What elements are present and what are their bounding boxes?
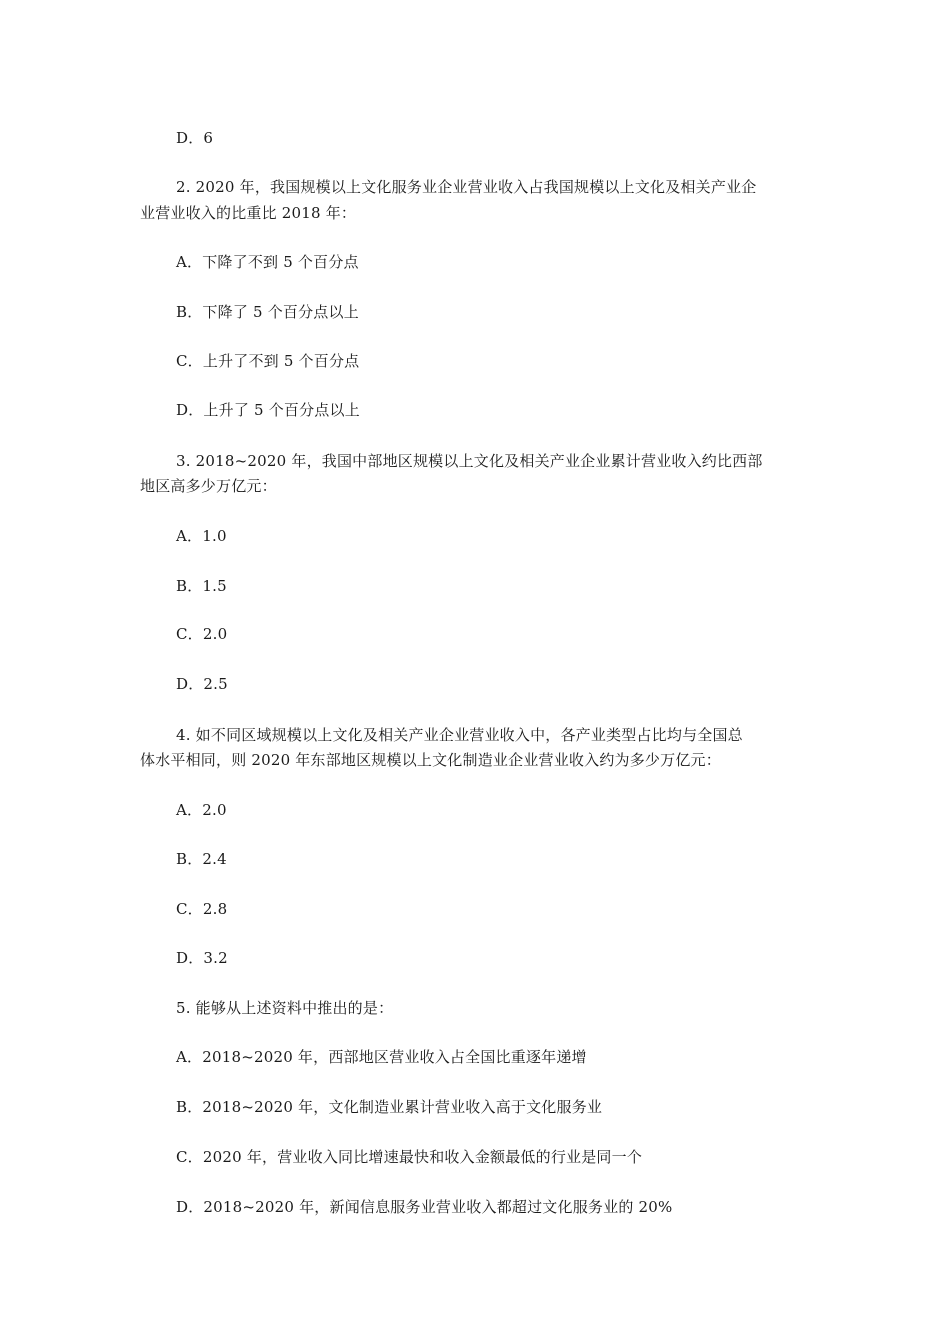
q4-stem-line2: 体水平相同，则 2020 年东部地区规模以上文化制造业企业营业收入约为多少万亿元：: [140, 751, 721, 769]
q5-option-a: A．2018~2020 年，西部地区营业收入占全国比重逐年递增: [176, 1048, 587, 1066]
q2-option-a: A．下降了不到 5 个百分点: [176, 253, 359, 271]
q2-stem-line2: 业营业收入的比重比 2018 年：: [140, 204, 357, 222]
q4-option-a: A．2.0: [176, 801, 227, 819]
q5-option-d: D．2018~2020 年，新闻信息服务业营业收入都超过文化服务业的 20%: [176, 1198, 673, 1216]
q3-option-c: C．2.0: [176, 625, 228, 643]
q4-option-b: B．2.4: [176, 850, 227, 868]
q5-option-c: C．2020 年，营业收入同比增速最快和收入金额最低的行业是同一个: [176, 1148, 643, 1166]
q5-option-b: B．2018~2020 年，文化制造业累计营业收入高于文化服务业: [176, 1098, 603, 1116]
q4-option-d: D．3.2: [176, 949, 228, 967]
q5-stem-line1: 5. 能够从上述资料中推出的是：: [176, 999, 394, 1017]
q3-option-d: D．2.5: [176, 675, 228, 693]
q2-option-d: D．上升了 5 个百分点以上: [176, 401, 360, 419]
q2-option-b: B．下降了 5 个百分点以上: [176, 303, 359, 321]
q3-option-a: A．1.0: [176, 527, 227, 545]
q3-stem-line2: 地区高多少万亿元：: [140, 477, 277, 495]
q4-option-c: C．2.8: [176, 900, 228, 918]
q1-option-d: D．6: [176, 129, 214, 147]
q4-stem-line1: 4. 如不同区域规模以上文化及相关产业企业营业收入中，各产业类型占比均与全国总: [176, 726, 743, 744]
q3-stem-line1: 3. 2018~2020 年，我国中部地区规模以上文化及相关产业企业累计营业收入约比西部: [176, 452, 763, 470]
q3-option-b: B．1.5: [176, 577, 227, 595]
q2-option-c: C．上升了不到 5 个百分点: [176, 352, 360, 370]
q2-stem-line1: 2. 2020 年，我国规模以上文化服务业企业营业收入占我国规模以上文化及相关产业企: [176, 178, 757, 196]
